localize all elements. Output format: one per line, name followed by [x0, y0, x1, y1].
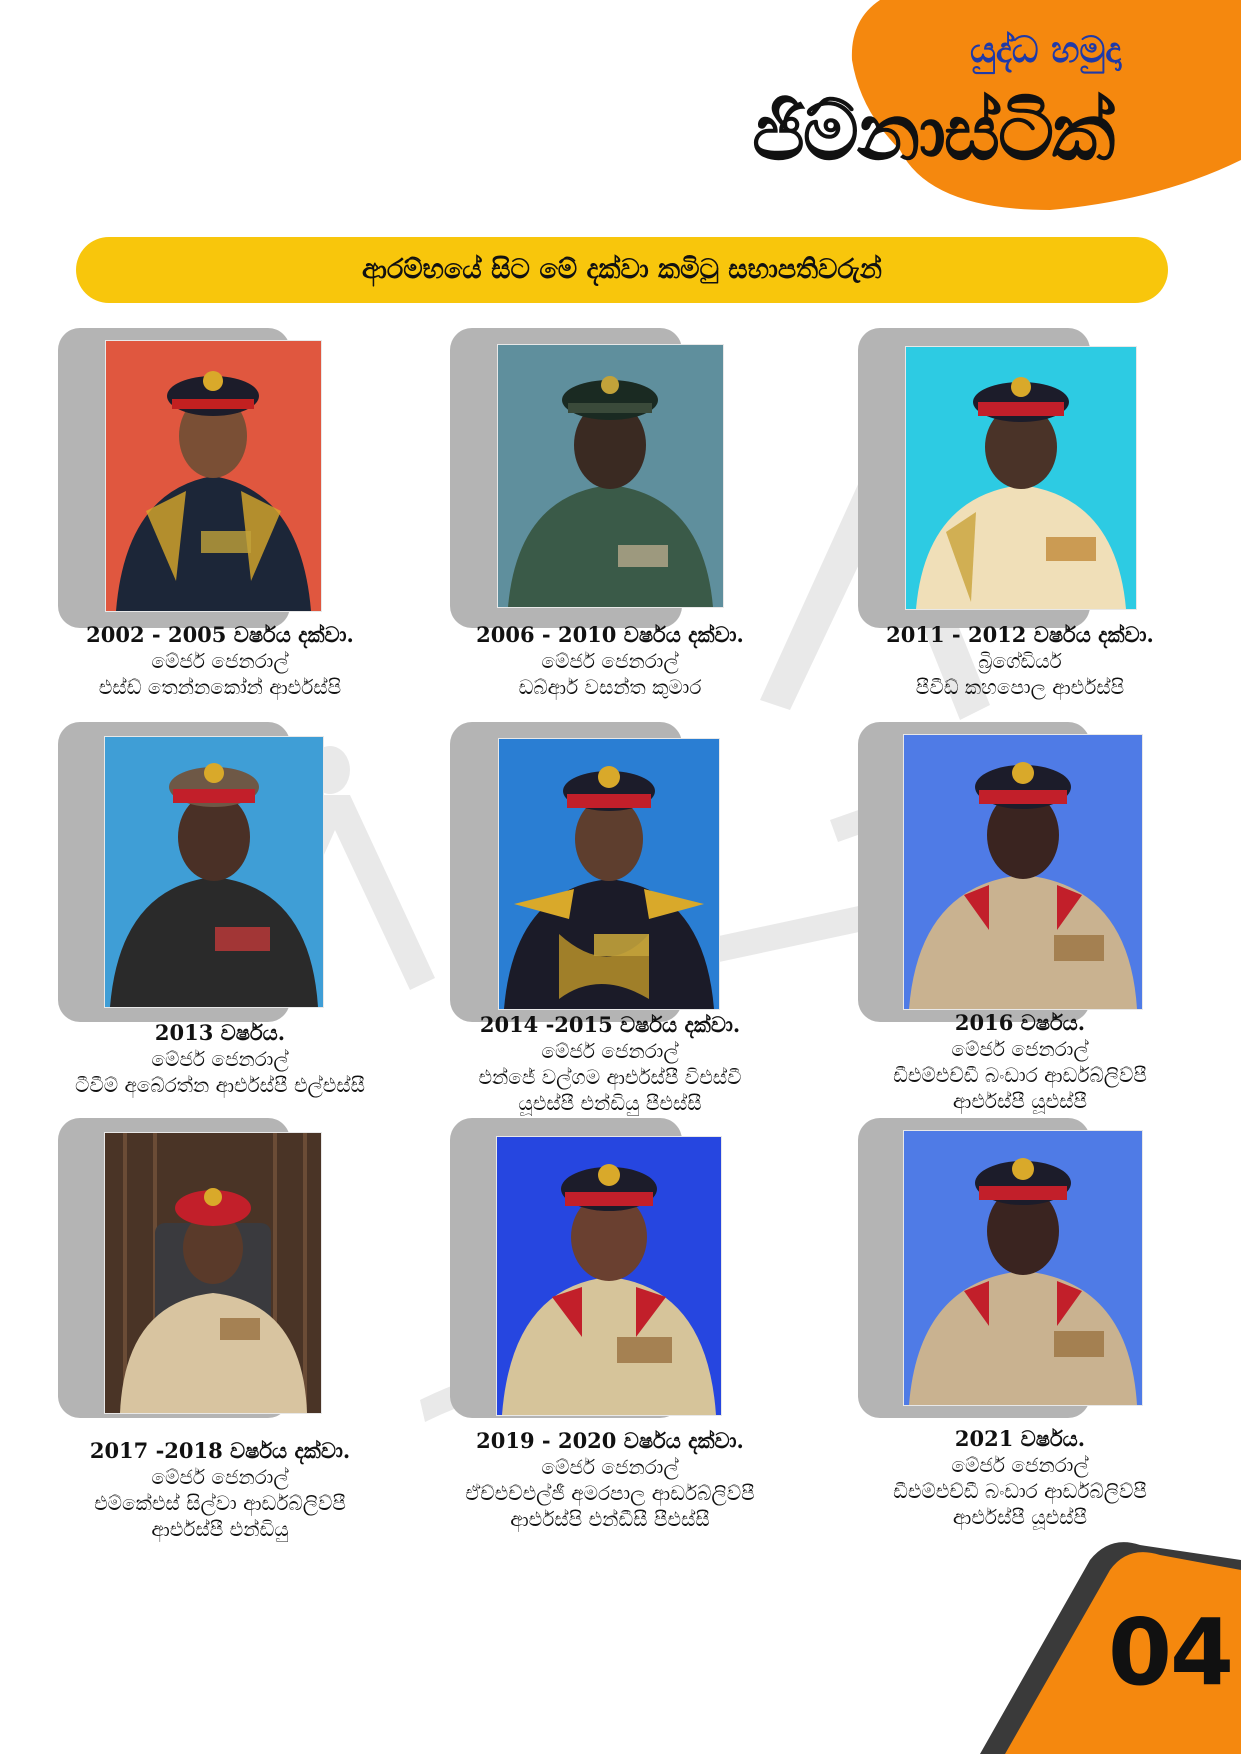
- banner-text: ආරම්භයේ සිට මේ දක්වා කමිටු සභාපතිවරුන්: [362, 254, 882, 285]
- caption-rank: මේජර් ජෙනරාල්: [541, 649, 679, 673]
- caption-period: 2021 වර්ෂය.: [954, 1426, 1086, 1451]
- caption-extra: ආර්එස්පී එන්ඩියු: [151, 1517, 289, 1541]
- caption-extra: ආර්එස්පී යූඑස්පී: [952, 1089, 1088, 1113]
- page-number: 04: [1108, 1599, 1233, 1706]
- caption-name: එම්කේඑස් සිල්වා ආර්ඩබ්ලිව්පී: [94, 1491, 346, 1515]
- caption-extra: ආර්එස්පි එන්ඩීසී පීඑස්සී: [510, 1507, 710, 1531]
- header-subtitle: යුද්ධ හමුදා: [970, 30, 1122, 71]
- caption-name: ඩීඑම්එච්ඩී බංඩාර ආර්ඩබ්ලිව්පී: [893, 1479, 1147, 1503]
- caption-name: එන්ජේ වල්ගම ආර්එස්පී විඑස්වී: [478, 1065, 742, 1089]
- header-title: ජිම්නාස්ටික්: [752, 88, 1114, 178]
- caption-extra: ආර්එස්පී යූඑස්පී: [952, 1505, 1088, 1529]
- caption-name: ඩබ්ආර් වසන්ත කුමාර: [518, 675, 702, 699]
- caption-rank: මේජර් ජෙනරාල්: [151, 1465, 289, 1489]
- caption-period: 2013 වර්ෂය.: [154, 1020, 286, 1045]
- caption-name: එස්ඩ් තෙන්නකෝන් ආර්එස්පි: [98, 675, 342, 699]
- caption-period: 2002 - 2005 වර්ෂය දක්වා.: [86, 622, 354, 647]
- caption-period: 2016 වර්ෂය.: [954, 1010, 1086, 1035]
- caption-rank: මේජර් ජෙනරාල්: [951, 1037, 1089, 1061]
- caption-extra: යූඑස්පී එන්ඩියු පීඑස්සී: [518, 1091, 702, 1115]
- caption-period: 2011 - 2012 වර්ෂය දක්වා.: [886, 622, 1154, 647]
- caption-rank: මේජර් ජෙනරාල්: [951, 1453, 1089, 1477]
- caption-name: ඩීඑම්එච්ඩී බංඩාර ආර්ඩබ්ලිව්පී: [893, 1063, 1147, 1087]
- caption-rank: බ්‍රිගේඩියර්: [978, 649, 1062, 673]
- caption-rank: මේජර් ජෙනරාල්: [541, 1455, 679, 1479]
- caption-name: පීවීඩ් කහපොල ආර්එස්පි: [915, 675, 1125, 699]
- caption-period: 2019 - 2020 වර්ෂය දක්වා.: [476, 1428, 744, 1453]
- caption-rank: මේජර් ජෙනරාල්: [151, 649, 289, 673]
- caption-name: ඒච්එච්එල්ජී අමරපාල ආර්ඩබ්ලිව්පී: [465, 1481, 755, 1505]
- caption-rank: මේජර් ජෙනරාල්: [541, 1039, 679, 1063]
- caption-period: 2014 -2015 වර්ෂය දක්වා.: [479, 1012, 741, 1037]
- caption-name: ටීවීම් අබේරත්න ආර්එස්පී එල්එස්සී: [74, 1073, 366, 1097]
- caption-period: 2017 -2018 වර්ෂය දක්වා.: [89, 1438, 351, 1463]
- caption-period: 2006 - 2010 වර්ෂය දක්වා.: [476, 622, 744, 647]
- caption-rank: මේජර් ජෙනරාල්: [151, 1047, 289, 1071]
